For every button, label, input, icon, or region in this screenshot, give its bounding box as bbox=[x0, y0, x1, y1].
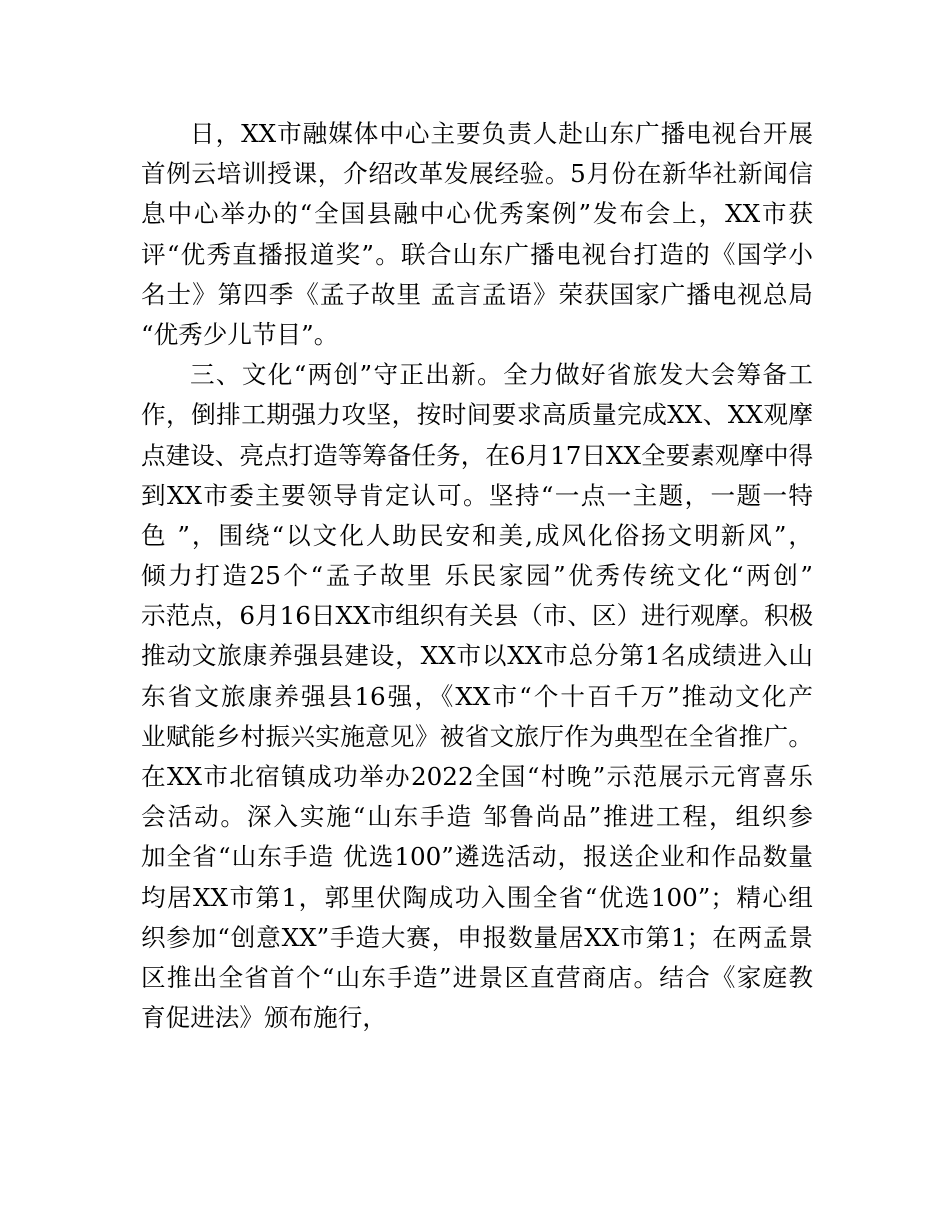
paragraph-line: 首例云培训授课，介绍改革发展经验。5月份在新华社新闻信 bbox=[141, 159, 813, 189]
paragraph-line: 倾力打造25个“孟子故里 乐民家园”优秀传统文化“两创” bbox=[141, 561, 813, 591]
paragraph-line: 育促进法》颁布施行， bbox=[141, 1003, 387, 1033]
paragraph-line: 会活动。深入实施“山东手造 邹鲁尚品”推进工程，组织参 bbox=[141, 802, 813, 832]
section-heading-line: 三、文化“两创”守正出新。全力做好省旅发大会筹备工 bbox=[190, 360, 813, 390]
paragraph-line: 点建设、亮点打造等筹备任务，在6月17日XX全要素观摩中得 bbox=[141, 440, 814, 470]
paragraph-line: 色 ”，围绕“以文化人助民安和美,成风化俗扬文明新风”， bbox=[141, 520, 813, 550]
paragraph-line: 区推出全省首个“山东手造”进景区直营商店。结合《家庭教 bbox=[141, 962, 813, 992]
paragraph-line: “优秀少儿节目”。 bbox=[141, 319, 339, 349]
paragraph-line: 东省文旅康养强县16强，《XX市“个十百千万”推动文化产 bbox=[141, 681, 813, 711]
paragraph-line: 均居XX市第1，郭里伏陶成功入围全省“优选100”；精心组 bbox=[141, 882, 813, 912]
paragraph-line: 加全省“山东手造 优选100”遴选活动，报送企业和作品数量 bbox=[141, 842, 813, 872]
paragraph-line: 日，XX市融媒体中心主要负责人赴山东广播电视台开展 bbox=[190, 119, 813, 148]
paragraph-line: 名士》第四季《孟子故里 孟言孟语》荣获国家广播电视总局 bbox=[141, 279, 813, 309]
paragraph-line: 织参加“创意XX”手造大赛，申报数量居XX市第1；在两孟景 bbox=[141, 922, 813, 952]
paragraph-line: 推动文旅康养强县建设，XX市以XX市总分第1名成绩进入山 bbox=[141, 641, 813, 671]
paragraph-line: 到XX市委主要领导肯定认可。坚持“一点一主题，一题一特 bbox=[141, 480, 813, 510]
paragraph-line: 业赋能乡村振兴实施意见》被省文旅厅作为典型在全省推广。 bbox=[141, 721, 813, 751]
paragraph-line: 在XX市北宿镇成功举办2022全国“村晚”示范展示元宵喜乐 bbox=[141, 762, 813, 791]
paragraph-line: 示范点，6月16日XX市组织有关县（市、区）进行观摩。积极 bbox=[141, 601, 814, 631]
paragraph-line: 评“优秀直播报道奖”。联合山东广播电视台打造的《国学小 bbox=[141, 239, 813, 269]
paragraph-line: 作，倒排工期强力攻坚，按时间要求高质量完成XX、XX观摩 bbox=[141, 400, 813, 430]
document-body bbox=[141, 114, 813, 1038]
paragraph-line: 息中心举办的“全国县融中心优秀案例”发布会上，XX市获 bbox=[141, 199, 813, 229]
